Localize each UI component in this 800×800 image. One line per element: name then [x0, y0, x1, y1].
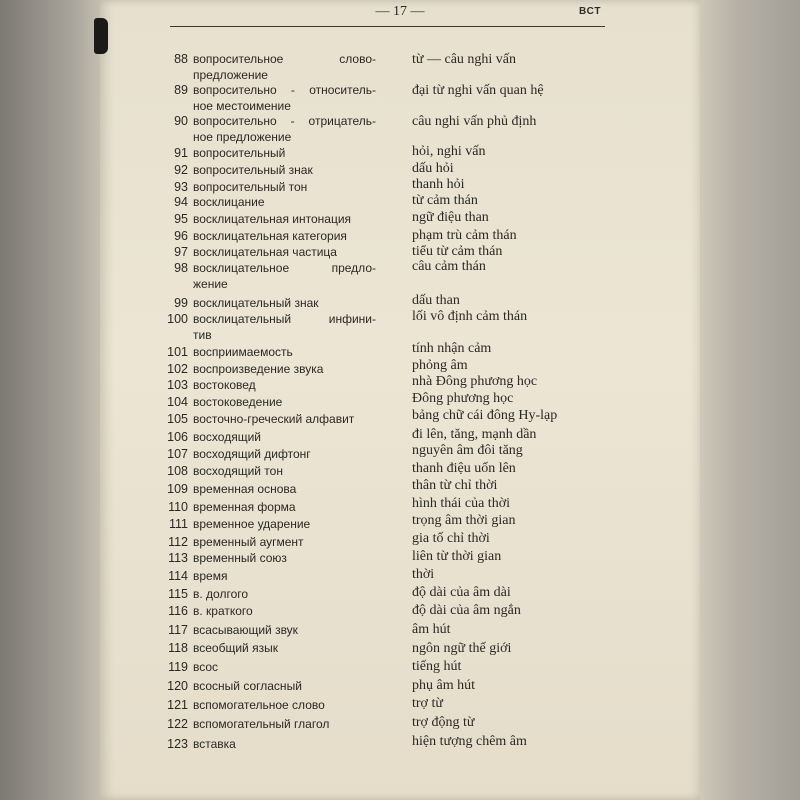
russian-term — [193, 295, 376, 311]
russian-term — [193, 640, 376, 656]
russian-term — [193, 697, 376, 713]
russian-term-line: временная форма — [193, 500, 296, 514]
russian-term-line: в. долгого — [193, 587, 249, 601]
entry-number: 123 — [167, 737, 188, 751]
entry-number: 120 — [167, 679, 188, 693]
entry-number: 108 — [167, 464, 188, 478]
vietnamese-translation: thanh hỏi — [412, 177, 465, 192]
russian-term — [193, 179, 376, 195]
vietnamese-translation: trọng âm thời gian — [412, 513, 516, 528]
russian-term — [193, 228, 376, 244]
russian-term-line: вставка — [193, 737, 236, 751]
vietnamese-translation: dấu than — [412, 293, 460, 308]
russian-term-line: вопросительное слово- — [193, 52, 376, 66]
entry-number: 121 — [167, 698, 188, 712]
russian-term — [193, 82, 376, 114]
russian-term-line: временный союз — [193, 551, 287, 565]
russian-term — [193, 429, 376, 445]
vietnamese-translation: tiểu từ cảm thán — [412, 244, 503, 259]
vietnamese-translation: hỏi, nghi vấn — [412, 144, 486, 159]
entry-number: 109 — [167, 482, 188, 496]
vietnamese-translation: tính nhận cảm — [412, 341, 492, 356]
vietnamese-translation: gia tố chỉ thời — [412, 531, 490, 546]
russian-term — [193, 516, 376, 532]
vietnamese-translation: đi lên, tăng, mạnh dần — [412, 427, 537, 442]
entry-number: 103 — [167, 378, 188, 392]
russian-term-line: восклицательная категория — [193, 229, 347, 243]
russian-term-line: всос — [193, 660, 219, 674]
vietnamese-translation: phạm trù cảm thán — [412, 228, 517, 243]
russian-term-line: воспроизведение звука — [193, 362, 324, 376]
vietnamese-translation: trợ từ — [412, 696, 443, 711]
entry-number: 111 — [168, 517, 188, 531]
russian-term-line: предложение — [193, 68, 268, 82]
entry-number: 88 — [174, 52, 188, 66]
vietnamese-translation: bảng chữ cái đông Hy-lạp — [412, 408, 558, 423]
vietnamese-translation: phỏng âm — [412, 358, 468, 373]
russian-term — [193, 377, 376, 393]
entry-number: 91 — [174, 146, 188, 160]
entry-number: 113 — [168, 551, 188, 565]
vietnamese-translation: ngôn ngữ thế giới — [412, 641, 512, 656]
russian-term — [193, 260, 376, 292]
series-mark: BCT — [578, 6, 601, 17]
vietnamese-translation: tiếng hút — [412, 659, 462, 674]
russian-term-line: востоковед — [193, 378, 256, 392]
russian-term — [193, 481, 376, 497]
russian-term — [193, 361, 376, 377]
russian-term-line: восклицательное предло- — [193, 261, 376, 275]
russian-term-line: восточно-греческий алфавит — [193, 412, 355, 426]
vietnamese-translation: từ cảm thán — [412, 193, 478, 208]
entry-number: 112 — [168, 535, 188, 549]
vietnamese-translation: thanh điệu uốn lên — [412, 461, 516, 476]
russian-term-line: время — [193, 569, 228, 583]
vietnamese-translation: nhà Đông phương học — [412, 374, 538, 389]
russian-term-line: вопросительный — [193, 146, 286, 160]
russian-term-line: всеобщий язык — [193, 641, 278, 655]
russian-term — [193, 311, 376, 343]
entry-number: 100 — [167, 312, 188, 326]
russian-term — [193, 145, 376, 161]
russian-term — [193, 534, 376, 550]
russian-term-line: жение — [193, 277, 228, 291]
entry-number: 96 — [174, 229, 188, 243]
entry-number: 89 — [174, 83, 188, 97]
russian-term-line: восклицательный инфини- — [193, 312, 376, 326]
entry-number: 97 — [174, 245, 188, 259]
entry-number: 119 — [168, 660, 188, 674]
vietnamese-translation: ngữ điệu than — [412, 210, 489, 225]
entry-number: 118 — [168, 641, 188, 655]
vietnamese-translation: thân từ chỉ thời — [412, 478, 498, 493]
entry-number: 94 — [174, 195, 188, 209]
entry-number: 116 — [168, 604, 188, 618]
russian-term-line: вспомогательное слово — [193, 698, 325, 712]
vietnamese-translation: câu cảm thán — [412, 259, 486, 274]
russian-term — [193, 51, 376, 83]
russian-term-line: временное ударение — [193, 517, 311, 531]
page-number: — 17 — — [375, 4, 425, 19]
russian-term-line: вопросительно - отрицатель- — [193, 114, 376, 128]
russian-term-line: всосный согласный — [193, 679, 302, 693]
vietnamese-translation: hình thái của thời — [412, 496, 510, 511]
russian-term — [193, 716, 376, 732]
russian-term — [193, 622, 376, 638]
vietnamese-translation: dấu hỏi — [412, 161, 454, 176]
russian-term-line: восклицательная интонация — [193, 212, 352, 226]
russian-term-line: востоковедение — [193, 395, 283, 409]
russian-term — [193, 113, 376, 145]
russian-term-line: вопросительно - относитель- — [193, 83, 376, 97]
russian-term-line: восходящий тон — [193, 464, 283, 478]
vietnamese-translation: hiện tượng chêm âm — [412, 734, 527, 749]
russian-term-line: временная основа — [193, 482, 297, 496]
russian-term-line: восприимаемость — [193, 345, 293, 359]
vietnamese-translation: Đông phương học — [412, 391, 514, 406]
entry-number: 117 — [168, 623, 188, 637]
russian-term — [193, 446, 376, 462]
russian-term — [193, 499, 376, 515]
entry-number: 107 — [167, 447, 188, 461]
russian-term — [193, 463, 376, 479]
entry-number: 93 — [174, 180, 188, 194]
russian-term-line: тив — [193, 328, 212, 342]
russian-term — [193, 678, 376, 694]
entry-number: 98 — [174, 261, 188, 275]
russian-term — [193, 344, 376, 360]
vietnamese-translation: độ dài của âm dài — [412, 585, 511, 600]
entry-number: 99 — [174, 296, 188, 310]
russian-term — [193, 211, 376, 227]
vietnamese-translation: liên từ thời gian — [412, 549, 502, 564]
russian-term-line: всасывающий звук — [193, 623, 298, 637]
entry-number: 105 — [167, 412, 188, 426]
russian-term — [193, 586, 376, 602]
entry-number: 104 — [167, 395, 188, 409]
russian-term-line: ное предложение — [193, 130, 292, 144]
russian-term-line: вопросительный знак — [193, 163, 313, 177]
vietnamese-translation: trợ động từ — [412, 715, 475, 730]
entry-number: 114 — [168, 569, 188, 583]
russian-term — [193, 394, 376, 410]
vietnamese-translation: đại từ nghi vấn quan hệ — [412, 83, 544, 98]
entry-number: 115 — [168, 587, 188, 601]
russian-term — [193, 550, 376, 566]
russian-term — [193, 568, 376, 584]
russian-term-line: восклицательная частица — [193, 245, 337, 259]
vietnamese-translation: độ dài của âm ngắn — [412, 603, 521, 618]
russian-term-line: ное местоимение — [193, 99, 291, 113]
russian-term — [193, 736, 376, 752]
vietnamese-translation: âm hút — [412, 622, 451, 637]
russian-term — [193, 194, 376, 210]
vietnamese-translation: nguyên âm đôi tăng — [412, 443, 523, 458]
vietnamese-translation: lối vô định cảm thán — [412, 309, 528, 324]
russian-term-line: вопросительный тон — [193, 180, 308, 194]
russian-term — [193, 244, 376, 260]
entry-number: 92 — [174, 163, 188, 177]
russian-term-line: восклицание — [193, 195, 265, 209]
entry-number: 122 — [167, 717, 188, 731]
russian-term — [193, 603, 376, 619]
russian-term-line: в. краткого — [193, 604, 253, 618]
vietnamese-translation: phụ âm hút — [412, 678, 475, 693]
russian-term-line: восходящий дифтонг — [193, 447, 311, 461]
entry-number: 106 — [167, 430, 188, 444]
entry-number: 90 — [174, 114, 188, 128]
vietnamese-translation: câu nghi vấn phủ định — [412, 114, 537, 129]
entry-number: 110 — [168, 500, 188, 514]
russian-term-line: восходящий — [193, 430, 261, 444]
russian-term — [193, 411, 376, 427]
entry-number: 102 — [167, 362, 188, 376]
russian-term-line: временный аугмент — [193, 535, 304, 549]
russian-term-line: восклицательный знак — [193, 296, 319, 310]
vietnamese-translation: từ — câu nghi vấn — [412, 52, 517, 67]
vietnamese-translation: thời — [412, 567, 435, 582]
entry-number: 101 — [167, 345, 188, 359]
entry-number: 95 — [174, 212, 188, 226]
russian-term-line: вспомогательный глагол — [193, 717, 330, 731]
russian-term — [193, 659, 376, 675]
russian-term — [193, 162, 376, 178]
